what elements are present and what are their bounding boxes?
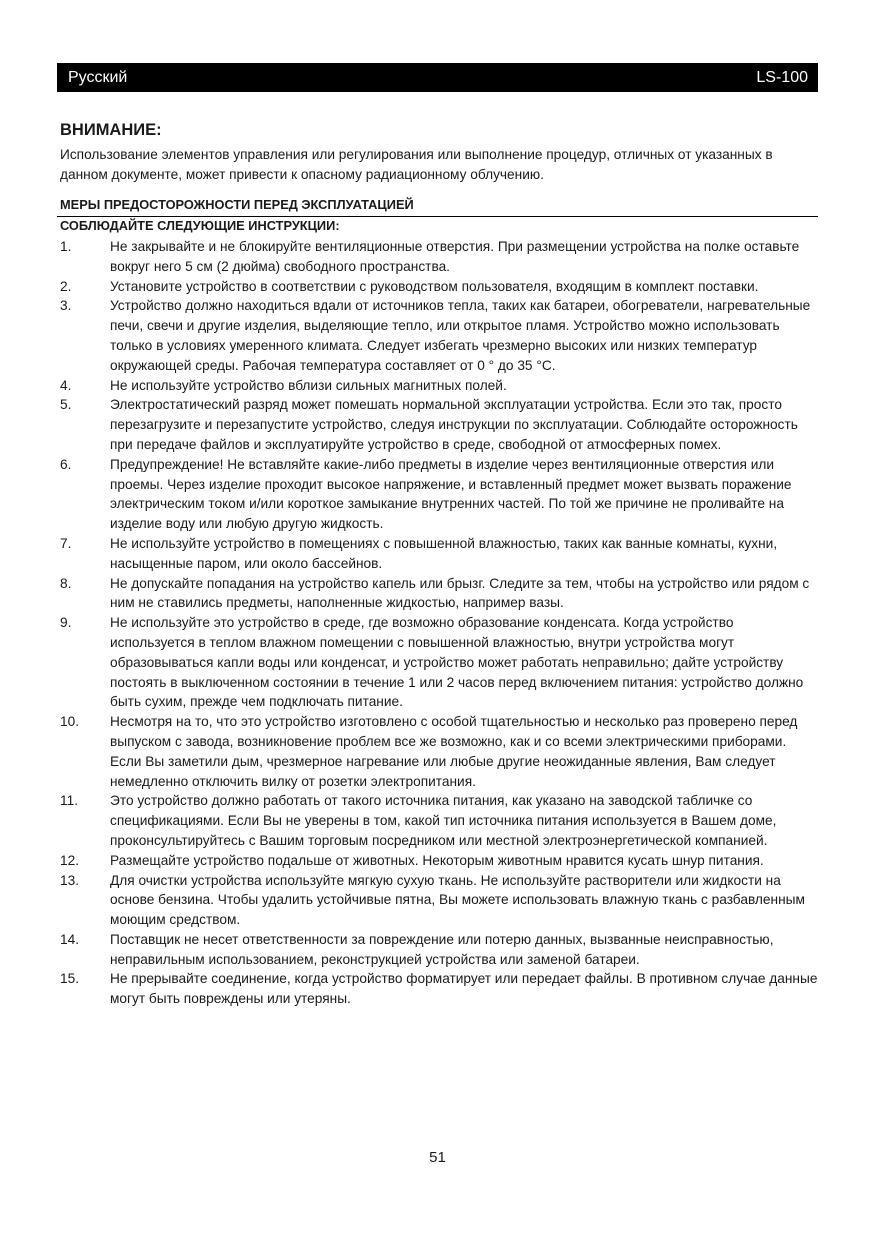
item-number: 11. [60, 793, 79, 809]
list-item [60, 791, 818, 850]
list-item [60, 277, 818, 297]
item-number: 13. [60, 872, 80, 888]
precautions-heading: МЕРЫ ПРЕДОСТОРОЖНОСТИ ПЕРЕД ЭКСПЛУАТАЦИЕЙ [60, 197, 414, 212]
item-text: Это устройство должно работать от такого источника питания, как указано на заводской табличке со спецификациями. Если Вы не уверены в том, какой тип источника питания используется в Вашем доме, проконсультируйтесь с Вашим торговым посредником или местной электроэнергетической компанией. [110, 793, 777, 848]
item-number: 14. [60, 931, 80, 947]
item-text: Для очистки устройства используйте мягкую сухую ткань. Не используйте растворители или жидкости на основе бензина. Чтобы удалить устойчивые пятна, Вы можете использовать влажную ткань с разбавленным моющим средством. [110, 872, 805, 928]
header-model: LS-100 [756, 68, 808, 86]
item-text: Не используйте устройство вблизи сильных магнитных полей. [110, 377, 507, 393]
item-number: 15. [60, 971, 80, 987]
item-text: Не используйте это устройство в среде, где возможно образование конденсата. Когда устройство используется в теплом влажном помещении с повышенной влажностью, внутри устройства могут образовываться капли воды или конденсат, и устройство может работать неправильно; дайте устройству постоять в выключенном состоянии в течение 1 или 2 часов перед включением питания: устройство должно быть сухим, прежде чем подключать питание. [110, 615, 804, 710]
section-divider [57, 216, 818, 217]
item-text: Не прерывайте соединение, когда устройство форматирует или передает файлы. В противном случае данные могут быть повреждены или утеряны. [110, 971, 818, 1007]
list-item [60, 376, 818, 396]
item-text: Несмотря на то, что это устройство изготовлено с особой тщательностью и несколько раз проверено перед выпуском с завода, возникновение проблем все же возможно, как и со всеми электрическими приборами. Если Вы заметили дым, чрезмерное нагревание или любые другие неожиданные явления, Вам следует немедленно отключить вилку от розетки электропитания. [110, 714, 798, 789]
item-text: Не допускайте попадания на устройство капель или брызг. Следите за тем, чтобы на устройство или рядом с ним не ставились предметы, наполненные жидкостью, например вазы. [110, 575, 810, 611]
list-item [60, 930, 818, 970]
list-item [60, 574, 818, 614]
header-bar [57, 63, 818, 92]
list-item [60, 851, 818, 871]
list-item [60, 534, 818, 574]
item-text: Установите устройство в соответствии с руководством пользователя, входящим в комплект поставки. [110, 278, 759, 294]
list-item [60, 969, 818, 1009]
list-item [60, 871, 818, 930]
item-number: 7. [60, 535, 72, 551]
item-number: 12. [60, 852, 80, 868]
instructions-subheading: СОБЛЮДАЙТЕ СЛЕДУЮЩИЕ ИНСТРУКЦИИ: [60, 218, 340, 233]
item-number: 5. [60, 397, 72, 413]
item-text: Размещайте устройство подальше от животных. Некоторым животным нравится кусать шнур питания. [110, 852, 764, 868]
list-item [60, 455, 818, 534]
item-text: Электростатический разряд может помешать нормальной эксплуатации устройства. Если это так, просто перезагрузите и перезапустите устройство, следуя инструкции по эксплуатации. Соблюдайте осторожность при передаче файлов и эксплуатируйте устройство в среде, свободной от атмосферных помех. [110, 397, 798, 452]
warning-text: Использование элементов управления или регулирования или выполнение процедур, отличных от указанных в данном документе, может привести к опасному радиационному облучению. [60, 147, 773, 182]
item-text: Предупреждение! Не вставляйте какие-либо предметы в изделие через вентиляционные отверстия или проемы. Через изделие проходит высокое напряжение, и вставленный предмет может вызвать поражение электрическим током и/или короткое замыкание внутренних частей. По той же причине не проливайте на изделие воду или любую другую жидкость. [110, 456, 792, 532]
item-number: 4. [60, 377, 72, 393]
item-number: 9. [60, 615, 72, 631]
item-text: Не закрывайте и не блокируйте вентиляционные отверстия. При размещении устройства на полке оставьте вокруг него 5 см (2 дюйма) свободного пространства. [110, 239, 800, 274]
warning-title: ВНИМАНИЕ: [60, 121, 162, 139]
list-item [60, 395, 818, 454]
item-number: 1. [60, 239, 72, 254]
list-item [60, 296, 818, 375]
list-item [60, 613, 818, 712]
page-number: 51 [429, 1149, 446, 1166]
instructions-list [60, 237, 818, 1009]
item-number: 8. [60, 575, 72, 591]
item-number: 3. [60, 298, 72, 314]
item-number: 2. [60, 278, 72, 294]
item-number: 10. [60, 714, 80, 730]
item-number: 6. [60, 456, 72, 472]
header-language: Русский [68, 68, 128, 86]
list-item [60, 712, 818, 791]
item-text: Не используйте устройство в помещениях с повышенной влажностью, таких как ванные комнаты, кухни, насыщенные паром, или около бассейнов. [110, 535, 778, 571]
item-text: Устройство должно находиться вдали от источников тепла, таких как батареи, обогреватели, нагревательные печи, свечи и другие изделия, выделяющие тепло, или открытое пламя. Устройство можно использовать только в условиях умеренного климата. Следует избегать чрезмерно высоких или низких температур окружающей среды. Рабочая температура составляет от 0 ° до 35 °C. [110, 298, 811, 373]
item-text: Поставщик не несет ответственности за повреждение или потерю данных, вызванные неисправностью, неправильным использованием, реконструкцией устройства или заменой батареи. [110, 931, 774, 967]
list-item [60, 237, 818, 277]
